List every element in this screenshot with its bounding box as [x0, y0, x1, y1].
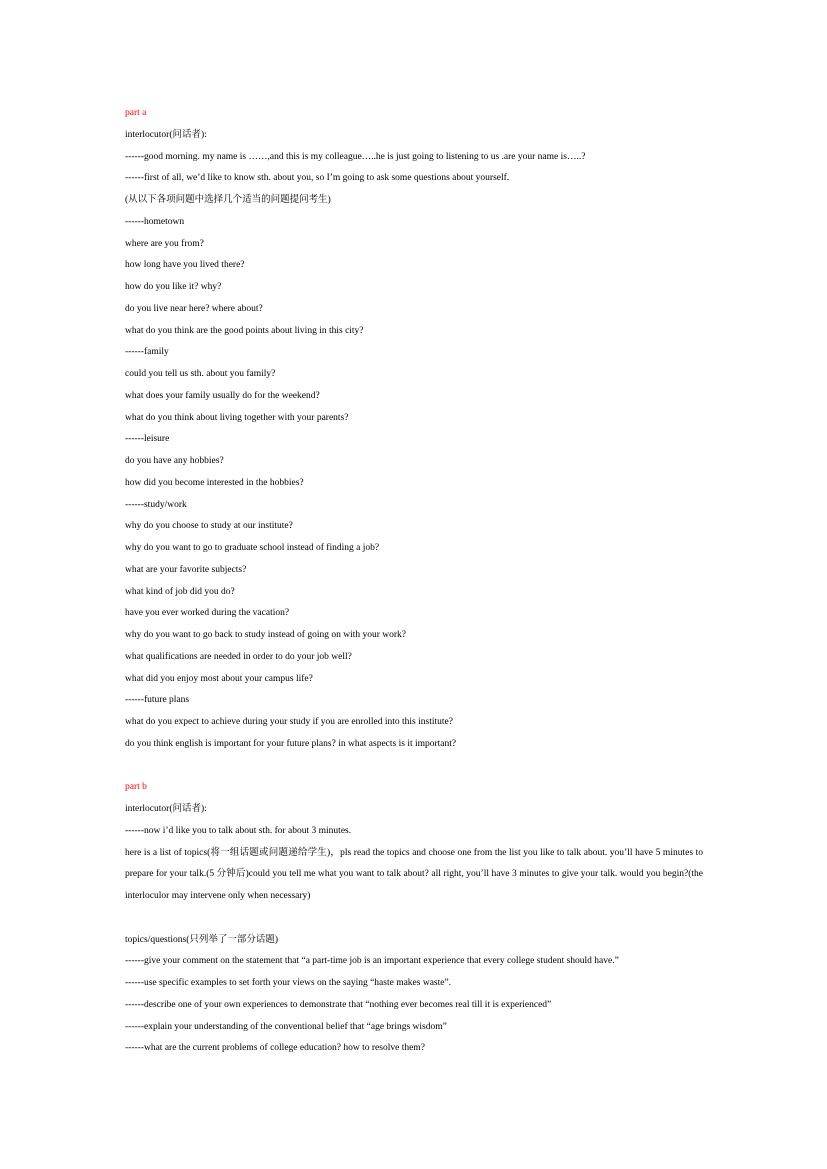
section-spacer	[125, 756, 703, 778]
topic-line: ------give your comment on the statement that “a part-time job is an important experience that every college student should have.”	[125, 956, 619, 967]
question-line: how do you like it? why?	[125, 282, 222, 292]
part-b-heading: part b	[125, 782, 147, 793]
part-a-first: ------first of all, we’d like to know sth. about you, so I’m going to ask some questions about yourself.	[125, 173, 510, 184]
part-a-interlocutor: interlocutor(问话者):	[125, 129, 207, 140]
part-a-intro: ------good morning. my name is ……,and this is my colleague…..he is just going to listening to us .are your name is…..?	[125, 151, 586, 162]
document-page	[125, 103, 703, 1060]
topic-line: ------what are the current problems of college education? how to resolve them?	[125, 1043, 425, 1054]
topic-line: ------describe one of your own experiences to demonstrate that “nothing ever becomes real till it is experienced”	[125, 999, 552, 1010]
question-line: do you think english is important for your future plans? in what aspects is it important?	[125, 738, 457, 749]
part-a-heading: part a	[125, 108, 147, 118]
question-line: what did you enjoy most about your campus life?	[125, 673, 313, 684]
future-plans-title: ------future plans	[125, 695, 190, 706]
question-line: why do you choose to study at our institute?	[125, 521, 293, 532]
hometown-section	[125, 212, 703, 343]
question-line: what do you think are the good points about living in this city?	[125, 325, 364, 336]
leisure-section	[125, 429, 703, 494]
question-line: do you live near here? where about?	[125, 303, 263, 314]
question-line: could you tell us sth. about you family?	[125, 369, 276, 379]
hometown-title: ------hometown	[125, 216, 185, 227]
section-spacer	[125, 908, 703, 930]
question-line: why do you want to go back to study instead of going on with your work?	[125, 630, 407, 640]
family-section	[125, 342, 703, 429]
topics-title: topics/questions(只列举了一部分话题)	[125, 934, 279, 945]
question-line: what are your favorite subjects?	[125, 564, 247, 575]
question-line: what qualifications are needed in order to do your job well?	[125, 651, 352, 662]
topic-line: ------use specific examples to set forth your views on the saying “haste makes waste”.	[125, 978, 452, 988]
question-line: where are you from?	[125, 238, 204, 249]
question-line: what kind of job did you do?	[125, 586, 235, 597]
part-b-interlocutor: interlocutor(问话者):	[125, 804, 207, 814]
question-line: how did you become interested in the hobbies?	[125, 477, 304, 488]
topic-line: ------explain your understanding of the conventional belief that “age brings wisdom”	[125, 1021, 447, 1032]
part-b-instructions: here is a list of topics(将一组话题或问题递给学生)，pls read the topics and choose one from the list you like to talk about. you’ll have 5 minutes to prepare for your talk.(5 分钟后)could you tell me what you want to talk about? all right, you’ll have 3 minutes to give your talk. would you begin?(the interloculor may intervene only when necessary)	[125, 847, 703, 901]
question-line: what do you think about living together with your parents?	[125, 412, 349, 423]
leisure-title: ------leisure	[125, 434, 170, 445]
question-line: do you have any hobbies?	[125, 456, 224, 466]
question-line: what does your family usually do for the weekend?	[125, 390, 320, 401]
question-line: why do you want to go to graduate school instead of finding a job?	[125, 543, 380, 553]
topics-list	[125, 951, 703, 1060]
part-a-note: (从以下各项问题中选择几个适当的问题提问考生)	[125, 195, 331, 205]
question-line: what do you expect to achieve during your study if you are enrolled into this institute?	[125, 717, 453, 727]
future-plans-section	[125, 690, 703, 755]
question-line: how long have you lived there?	[125, 260, 245, 271]
study-work-title: ------study/work	[125, 499, 187, 510]
question-line: have you ever worked during the vacation?	[125, 608, 290, 619]
family-title: ------family	[125, 347, 169, 358]
part-b-now: ------now i’d like you to talk about sth. for about 3 minutes.	[125, 825, 352, 836]
study-work-section	[125, 495, 703, 691]
